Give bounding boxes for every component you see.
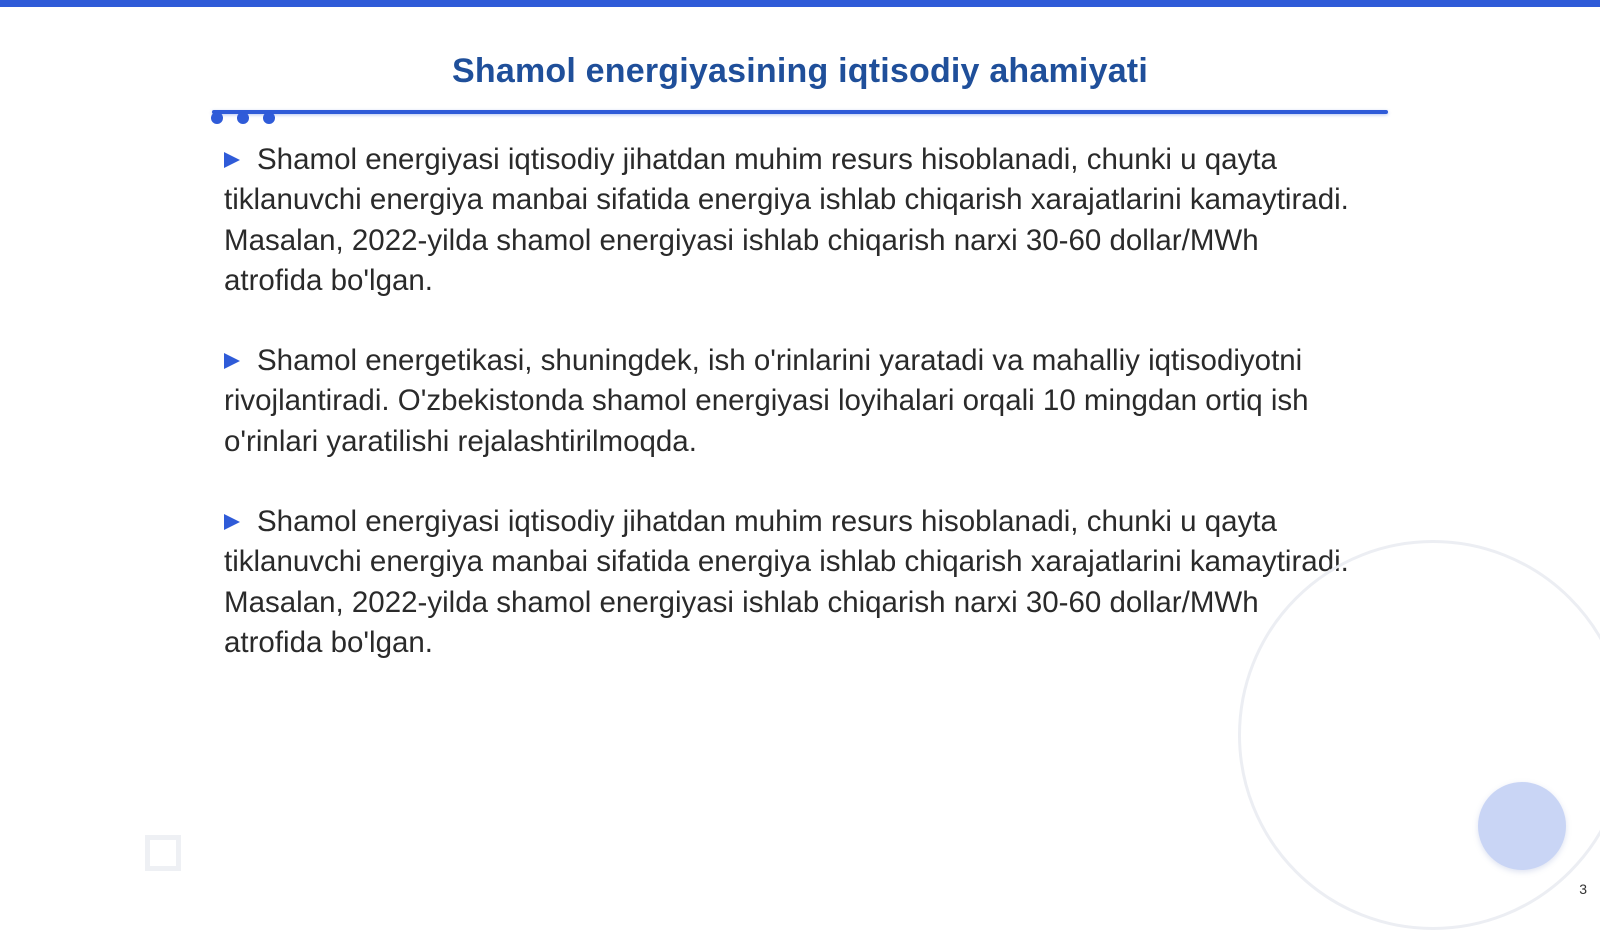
bullet-item [224,502,1364,663]
dot-icon [211,112,223,124]
decorative-ring [1238,540,1600,930]
triangle-right-icon [224,152,240,168]
bullet-list [224,140,1364,663]
title-dots-decoration [211,112,275,124]
dot-icon [237,112,249,124]
bullet-text: Shamol energetikasi, shuningdek, ish o'rinlarini yaratadi va mahalliy iqtisodiyotni rivojlantiradi. O'zbekistonda shamol energiyasi loyihalari orqali 10 mingdan ortiq ish o'rinlari yaratilishi rejalashtirilmoqda. [224,344,1309,458]
page-number: 3 [1579,881,1587,897]
bullet-item [224,140,1364,301]
title-underline [212,110,1388,114]
triangle-right-icon [224,514,240,530]
slide-title: Shamol energiyasining iqtisodiy ahamiyati [452,52,1148,90]
triangle-right-icon [224,353,240,369]
decorative-square [145,835,181,871]
bullet-text: Shamol energiyasi iqtisodiy jihatdan muhim resurs hisoblanadi, chunki u qayta tiklanuvchi energiya manbai sifatida energiya ishlab chiqarish xarajatlarini kamaytiradi. Masalan, 2022-yilda shamol energiyasi ishlab chiqarish narxi 30-60 dollar/MWh atrofida bo'lgan. [224,143,1349,297]
top-accent-bar [0,0,1600,7]
bullet-item [224,341,1364,462]
decorative-circle [1478,782,1566,870]
bullet-text: Shamol energiyasi iqtisodiy jihatdan muhim resurs hisoblanadi, chunki u qayta tiklanuvchi energiya manbai sifatida energiya ishlab chiqarish xarajatlarini kamaytiradi. Masalan, 2022-yilda shamol energiyasi ishlab chiqarish narxi 30-60 dollar/MWh atrofida bo'lgan. [224,505,1349,659]
dot-icon [263,112,275,124]
